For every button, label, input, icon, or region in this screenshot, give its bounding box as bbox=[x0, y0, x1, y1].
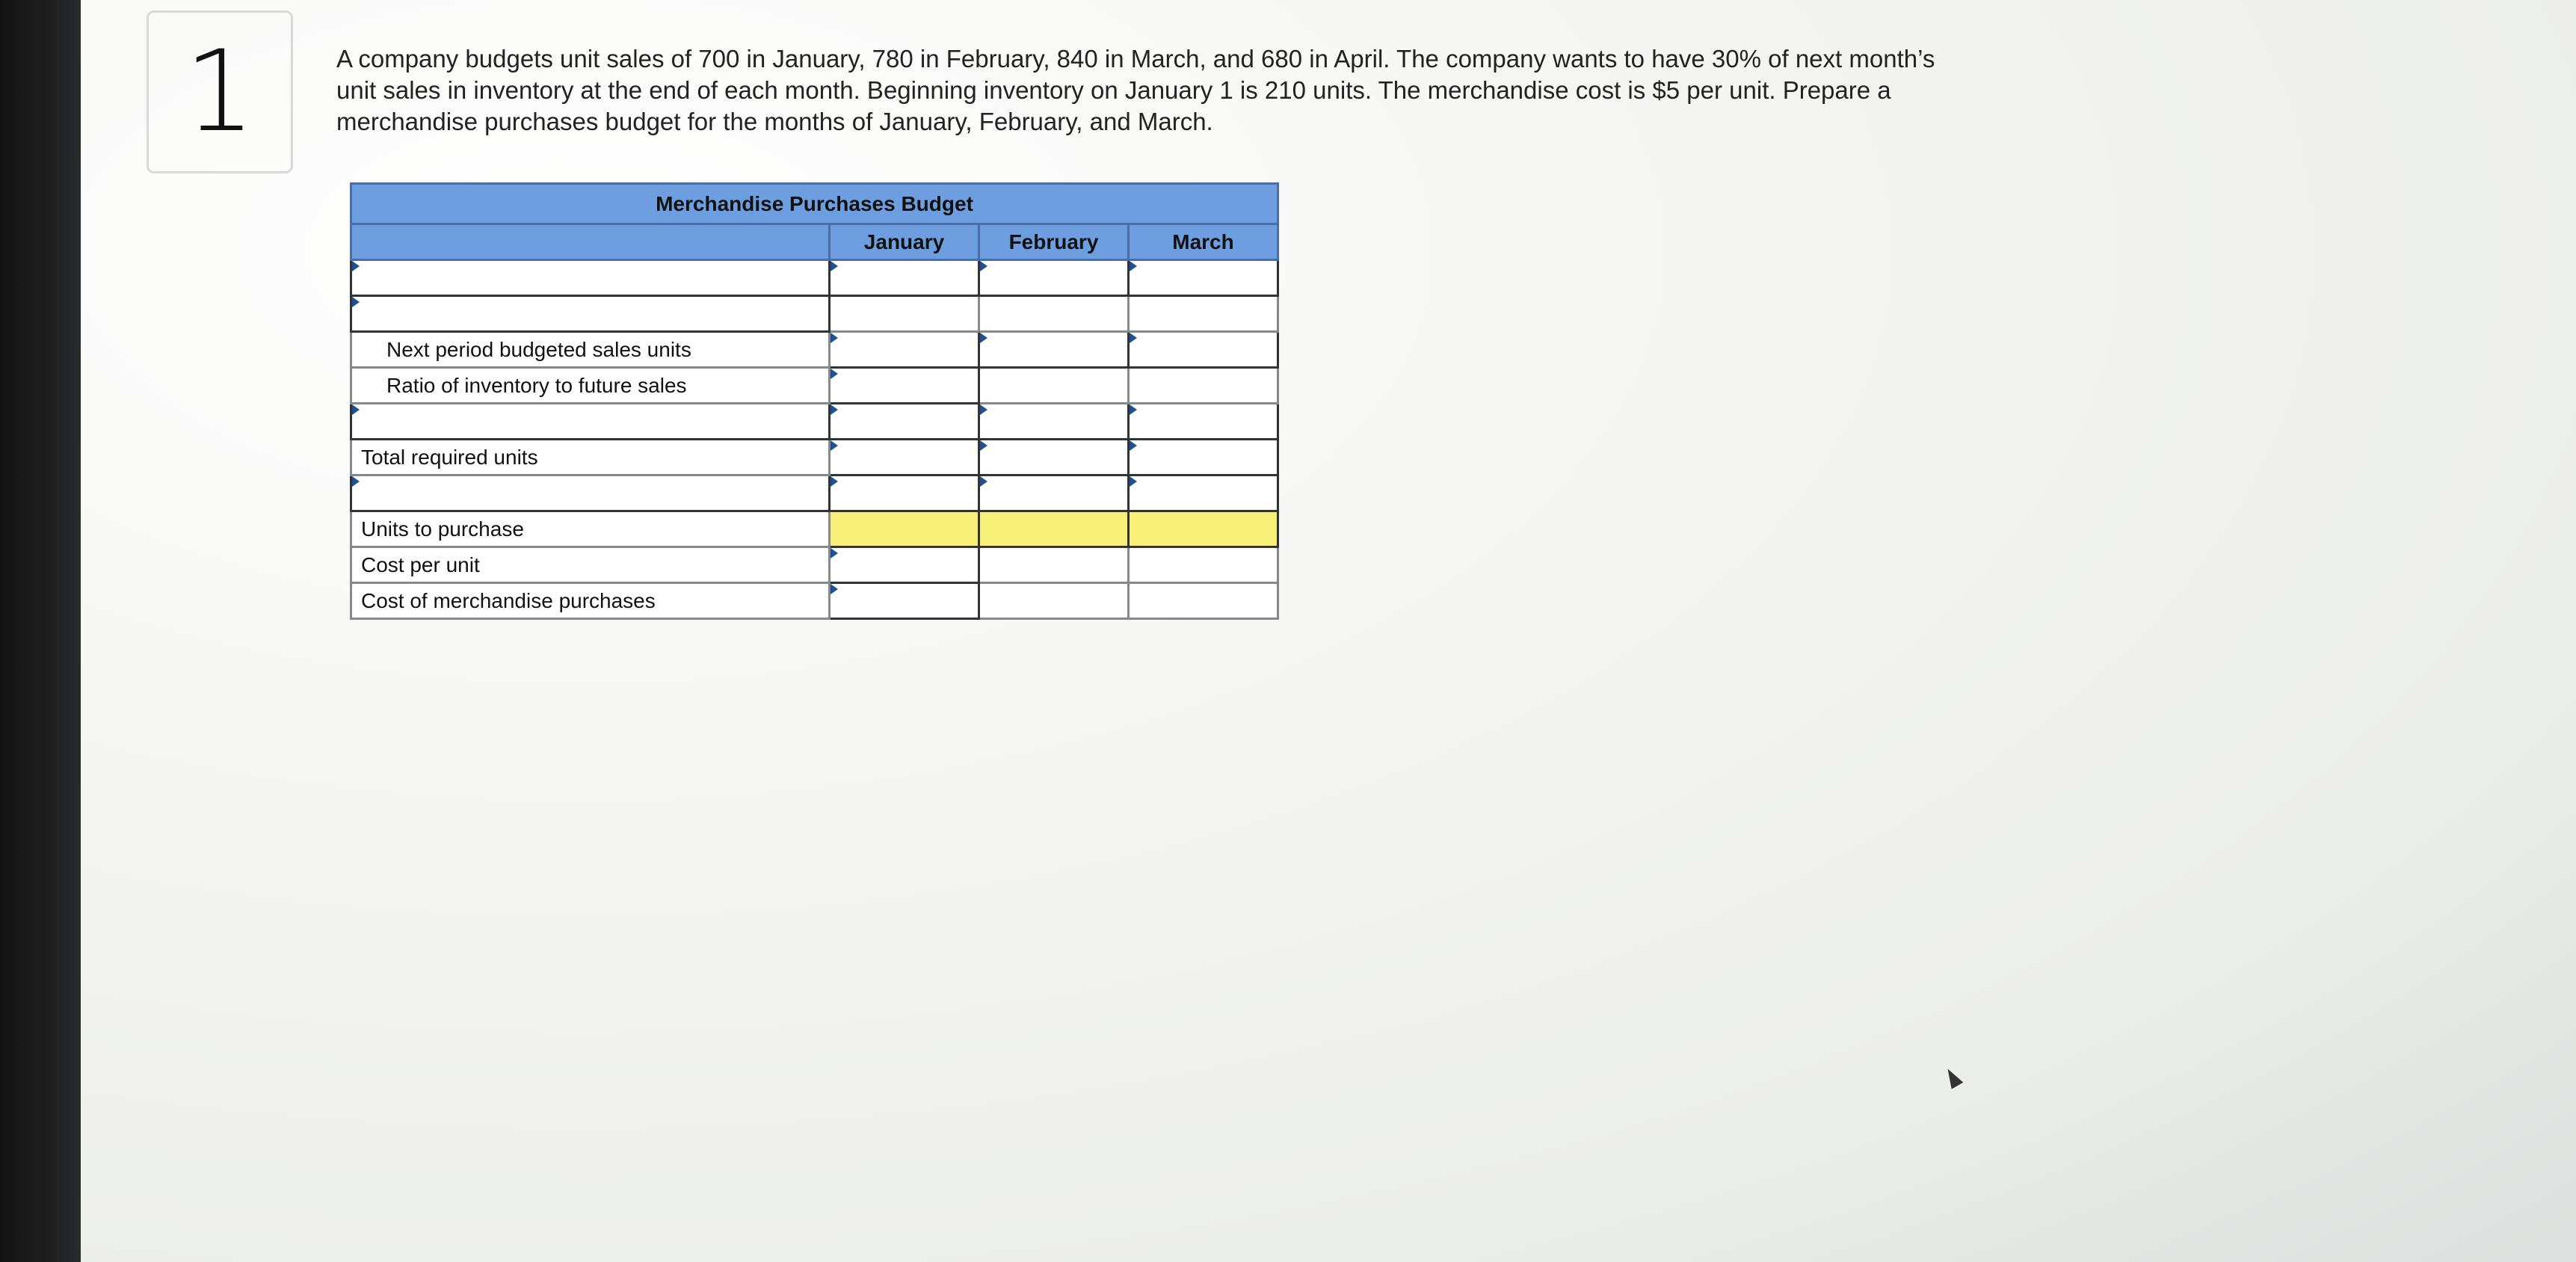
screen-bezel bbox=[0, 0, 81, 1262]
table-row bbox=[351, 296, 1278, 332]
february-input[interactable] bbox=[979, 440, 1129, 475]
march-cell bbox=[1129, 368, 1278, 404]
table-row bbox=[351, 547, 1278, 583]
february-input[interactable] bbox=[979, 332, 1129, 368]
march-input[interactable] bbox=[1129, 260, 1278, 296]
february-cell bbox=[979, 583, 1129, 619]
row-label-dropdown[interactable] bbox=[351, 404, 830, 440]
question-number-box[interactable] bbox=[147, 10, 293, 173]
row-label-dropdown[interactable] bbox=[351, 260, 830, 296]
merchandise-purchases-budget bbox=[350, 182, 1277, 620]
table-row bbox=[351, 332, 1278, 368]
row-label-dropdown[interactable] bbox=[351, 475, 830, 511]
january-calculated-cell bbox=[830, 511, 979, 547]
table-row bbox=[351, 583, 1278, 619]
february-input[interactable] bbox=[979, 404, 1129, 440]
row-label-ratio: Ratio of inventory to future sales bbox=[351, 368, 830, 404]
february-cell bbox=[979, 296, 1129, 332]
march-input[interactable] bbox=[1129, 332, 1278, 368]
january-input[interactable] bbox=[830, 475, 979, 511]
january-input[interactable] bbox=[830, 583, 979, 619]
question-text: A company budgets unit sales of 700 in January, 780 in February, 840 in March, and 680 in April. The company wants to have 30% of next month’s unit sales in inventory at the end of each month. Beginning inventory on January 1 is 210 units. The merchandise cost is $5 per unit. Prepare a merchandise purchases budget for the months of January, February, and March. bbox=[336, 45, 1935, 135]
row-label-cost-of-purchases: Cost of merchandise purchases bbox=[351, 583, 830, 619]
february-input[interactable] bbox=[979, 260, 1129, 296]
january-input[interactable] bbox=[830, 440, 979, 475]
february-calculated-cell bbox=[979, 511, 1129, 547]
february-input[interactable] bbox=[979, 475, 1129, 511]
column-header-february: February bbox=[979, 224, 1129, 260]
march-cell bbox=[1129, 296, 1278, 332]
row-label-dropdown[interactable] bbox=[351, 296, 830, 332]
table-row bbox=[351, 368, 1278, 404]
row-label-cost-per-unit: Cost per unit bbox=[351, 547, 830, 583]
column-header-march: March bbox=[1129, 224, 1278, 260]
march-input[interactable] bbox=[1129, 404, 1278, 440]
table-row bbox=[351, 511, 1278, 547]
january-input[interactable] bbox=[830, 547, 979, 583]
row-label-next-period-sales: Next period budgeted sales units bbox=[351, 332, 830, 368]
march-calculated-cell bbox=[1129, 511, 1278, 547]
table-row bbox=[351, 440, 1278, 475]
march-cell bbox=[1129, 547, 1278, 583]
table-row bbox=[351, 260, 1278, 296]
february-cell bbox=[979, 547, 1129, 583]
column-header-january: January bbox=[830, 224, 979, 260]
header-blank bbox=[351, 224, 830, 260]
february-cell bbox=[979, 368, 1129, 404]
march-cell bbox=[1129, 583, 1278, 619]
january-input[interactable] bbox=[830, 368, 979, 404]
budget-table bbox=[350, 182, 1279, 620]
march-input[interactable] bbox=[1129, 440, 1278, 475]
table-row bbox=[351, 404, 1278, 440]
march-input[interactable] bbox=[1129, 475, 1278, 511]
budget-title: Merchandise Purchases Budget bbox=[351, 184, 1278, 224]
january-input[interactable] bbox=[830, 260, 979, 296]
january-input[interactable] bbox=[830, 404, 979, 440]
table-row bbox=[351, 475, 1278, 511]
question-number: 1 bbox=[184, 27, 256, 157]
january-input[interactable] bbox=[830, 332, 979, 368]
row-label-units-to-purchase: Units to purchase bbox=[351, 511, 830, 547]
row-label-total-required-units: Total required units bbox=[351, 440, 830, 475]
january-cell bbox=[830, 296, 979, 332]
